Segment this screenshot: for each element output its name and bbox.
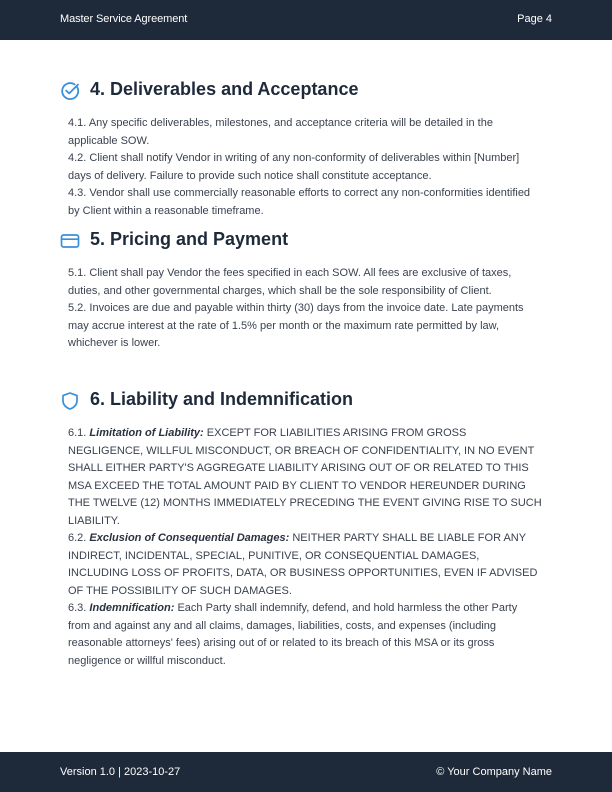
clause: [68, 185, 542, 220]
clause-text: Client shall pay Vendor the fees specified in each SOW. All fees are exclusive of taxes, duties, and other governmental charges, which shall be the sole responsibility of Client.: [68, 267, 512, 297]
clause-label: Indemnification:: [89, 602, 175, 614]
clause-list: [68, 115, 542, 220]
section-pricing: [60, 229, 540, 353]
clause: [68, 300, 542, 353]
section-liability: [60, 389, 540, 683]
clause: [68, 600, 542, 670]
clause-number: 6.3.: [68, 602, 87, 614]
clause-text: Client shall notify Vendor in writing of any non-conformity of deliverables within [Number] days of delivery. Failure to provide such notice shall constitute acceptance.: [68, 152, 520, 182]
version-info: Version 1.0 | 2023-10-27: [60, 766, 181, 778]
clause-number: 5.2.: [68, 302, 87, 314]
clause: [68, 425, 542, 530]
clause-text: NEITHER PARTY SHALL BE LIABLE FOR ANY INDIRECT, INCIDENTAL, SPECIAL, PUNITIVE, OR CONSEQUENTIAL DAMAGES, INCLUDING LOSS OF PROFITS, DATA, OR BUSINESS OPPORTUNITIES, EVEN IF ADVISED OF THE POSSIBILITY OF SUCH DAMAGES.: [68, 532, 538, 597]
section-title: 4. Deliverables and Acceptance: [90, 79, 359, 99]
page-header: [0, 0, 612, 40]
clause-text: EXCEPT FOR LIABILITIES ARISING FROM GROSS NEGLIGENCE, WILLFUL MISCONDUCT, OR BREACH OF CONFIDENTIALITY, IN NO EVENT SHALL EITHER PARTY'S AGGREGATE LIABILITY ARISING OUT OF OR RELATED TO THIS MSA EXCEED THE TOTAL AMOUNT PAID BY CLIENT TO VENDOR HEREUNDER DURING THE TWELVE (12) MONTHS IMMEDIATELY PRECEDING THE EVENT GIVING RISE TO SUCH LIABILITY.: [68, 427, 542, 527]
section-title: 6. Liability and Indemnification: [90, 389, 354, 409]
document-title: Master Service Agreement: [60, 13, 188, 25]
section-title: 5. Pricing and Payment: [90, 229, 289, 249]
copyright-notice: © Your Company Name: [436, 766, 552, 778]
shield-icon: [60, 391, 80, 411]
clause-text: Invoices are due and payable within thirty (30) days from the invoice date. Late payments may accrue interest at the rate of 1.5% per month or the maximum rate permitted by law, whichever is lower.: [68, 302, 524, 349]
clause-number: 4.2.: [68, 152, 87, 164]
clause-list: [68, 265, 542, 353]
clause: [68, 265, 542, 300]
credit-card-icon: [60, 231, 80, 251]
page-number: Page 4: [517, 13, 552, 25]
clause-number: 5.1.: [68, 267, 87, 279]
clause-label: Exclusion of Consequential Damages:: [89, 532, 290, 544]
section-deliverables: [60, 79, 540, 220]
clause-text: Any specific deliverables, milestones, and acceptance criteria will be detailed in the applicable SOW.: [68, 117, 493, 147]
clause-number: 6.1.: [68, 427, 87, 439]
clause-number: 4.3.: [68, 187, 87, 199]
clause-label: Limitation of Liability:: [89, 427, 204, 439]
check-circle-icon: [60, 81, 80, 101]
clause-text: Vendor shall use commercially reasonable efforts to correct any non-conformities identified by Client within a reasonable timeframe.: [68, 187, 531, 217]
section-heading: [60, 79, 540, 101]
section-heading: [60, 389, 540, 411]
clause-number: 6.2.: [68, 532, 87, 544]
clause-text: Each Party shall indemnify, defend, and hold harmless the other Party from and against any and all claims, damages, liabilities, costs, and expenses (including reasonable attorneys' fees) arising out of or related to its breach of this MSA or its gross negligence or willful misconduct.: [68, 602, 518, 667]
clause-list: [68, 425, 542, 683]
section-heading: [60, 229, 540, 251]
page-footer: [0, 752, 612, 792]
clause: [68, 115, 542, 150]
clause: [68, 530, 542, 600]
clause: [68, 150, 542, 185]
clause-number: 4.1.: [68, 117, 87, 129]
